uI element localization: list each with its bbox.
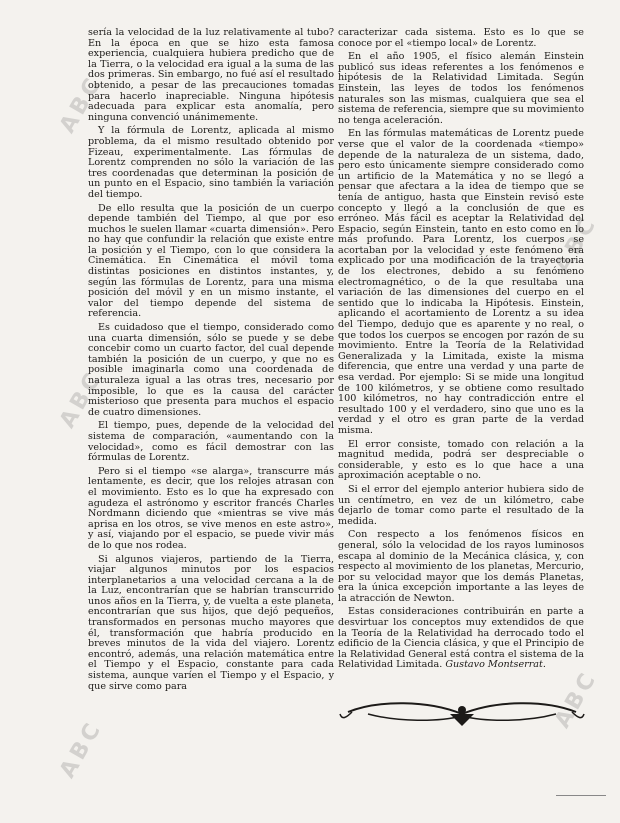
paragraph: Si algunos viajeros, partiendo de la Tierra, viajar algunos minutos por los espacios interplanetarios a una velocidad cercana a la de la Luz, encontrarían que se habrían transcurrido unos años en la Tierra, y, de vuelta a este planeta, encontrarían que sus hijos, que dejó pequeños, transformados en personas mucho mayores que él, transformación que habría producido en breves minutos de la vida del viajero. Lorentz encontró, además, una relación matemática entre el Tiempo y el Espacio, constante para cada sistema, aunque varíen el Tiempo y el Espacio, y que sirve como para [88,553,334,692]
paragraph: El error consiste, tomado con relación a la magnitud medida, podrá ser despreciable o considerable, y esto es lo que hace a una aproximación aceptable o no. [338,438,584,482]
paragraph: sería la velocidad de la luz relativamente al tubo? En la época en que se hizo esta famosa experiencia, cualquiera hubiera predicho que de la Tierra, o la velocidad era igual a la suma de las dos primeras. Sin embargo, no fué así el resultado obtenido, a pesar de las precauciones tomadas para hacerlo inapreciable. Ninguna hipótesis adecuada para explicar esta anomalía, pero ninguna convenció unánimemente. [88,27,334,123]
paragraph: caracterizar cada sistema. Esto es lo que se conoce por el «tiempo local» de Lorentz. [338,27,584,49]
left-column [88,28,334,695]
bottom-rule [556,795,606,796]
paragraph: En las fórmulas matemáticas de Lorentz puede verse que el valor de la coordenada «tiempo» depende de la naturaleza de un sistema, dado, pero esto únicamente siempre considerado como un artificio de la Matemática y no se llegó a pensar que afectara a la idea de tiempo que se tenía de antiguo, hasta que Einstein revisó este concepto y llegó a la conclusión de que es erróneo. Más fácil es aceptar la Relatividad del Espacio, según Einstein, tanto en esto como en lo más profundo. Para Lorentz, los cuerpos se acortaban por la velocidad y este fenómeno era explicado por una modificación de la trayectoria de los electrones, debido a su fenómeno electromagnético, o de la que resultaba una variación de las dimensiones del cuerpo en el sentido que lo indicaba la Hipótesis. Einstein, aplicando el acortamiento de Lorentz a su idea del Tiempo, dedujo que es aparente y no real, o que todos los cuerpos se encogen por razón de su movimiento. Entre la Teoría de la Relatividad Generalizada y la Limitada, existe la misma diferencia, que entre una verdad y una parte de esa verdad. Por ejemplo: Si se mide una longitud de 100 kilómetros, y se obtiene como resultado 100 kilómetros, no hay contradicción entre el resultado 100 y el verdadero, sino que uno es la verdad y el otro es gran parte de la verdad misma. [338,128,584,436]
paragraph: Con respecto a los fenómenos físicos en general, sólo la velocidad de los rayos luminosos escapa al dominio de la Mecánica clásica, y, con respecto al movimiento de los planetas, Mercurio, por su velocidad mayor que los demás Planetas, era la única excepción importante a las leyes de la atracción de Newton. [338,529,584,604]
watermark: ABC [55,71,108,138]
paragraph: Es cuidadoso que el tiempo, considerado como una cuarta dimensión, sólo se puede y se debe concebir como un cuarto factor, del cual depende también la posición de un cuerpo, y que no es posible imaginarla como una coordenada de naturaleza igual a las otras tres, necesario por imposible, lo que es la causa del carácter misterioso que presenta para muchos el espacio de cuatro dimensiones. [88,322,334,418]
paragraph: Y la fórmula de Lorentz, aplicada al mismo problema, da el mismo resultado obtenido por Fizeau, experimentalmente. Las fórmulas de Lorentz comprenden no sólo la variación de las tres coordenadas que determinan la posición de un punto en el Espacio, sino también la variación del tiempo. [88,125,334,200]
decorative-ornament-icon [338,690,586,740]
paragraph [338,607,584,671]
paragraph: Si el error del ejemplo anterior hubiera sido de un centímetro, en vez de un kilómetro, cabe dejarlo de tomar como parte el resultado de la medida. [338,483,584,527]
paragraph: De ello resulta que la posición de un cuerpo depende también del Tiempo, al que por eso muchos le suelen llamar «cuarta dimensión». Pero no hay que confundir la relación que existe entre la posición y el Tiempo, con lo que considera la Cinemática. En Cinemática el móvil toma distintas posiciones en distintos instantes, y, según las fórmulas de Lorentz, para una misma posición del móvil y en un mismo instante, el valor del tiempo depende del sistema de referencia. [88,202,334,320]
paragraph-text: Estas consideraciones contribuirán en parte a desvirtuar los conceptos muy extendidos de que la Teoría de la Relatividad ha derrocado todo el edificio de la Ciencia clásica, y que el Principio de la Relatividad General está contra el sistema de la Relatividad Limitada. [338,606,584,671]
paragraph: Pero si el tiempo «se alarga», transcurre más lentamente, es decir, que los relojes atrasan con el movimiento. Esto es lo que ha expresado con agudeza el astrónomo y escritor francés Charles Nordmann diciendo que «mientras se vive más aprisa en los otros, se vive menos en este astro», y así, viajando por el espacio, se puede vivir más de lo que nos rodea. [88,465,334,551]
author-signature: Gustavo Montserrat. [445,659,546,671]
paragraph: El tiempo, pues, depende de la velocidad del sistema de comparación, «aumentando con la velocidad», como es fácil demostrar con las fórmulas de Lorentz. [88,420,334,464]
watermark: ABC [55,366,108,433]
watermark: ABC [55,716,108,783]
paragraph: En el año 1905, el físico alemán Einstein publicó sus ideas referentes a los fenómenos e hipótesis de la Relatividad Limitada. Según Einstein, las leyes de todos los fenómenos naturales son las mismas, cualquiera que sea el sistema de referencia, siempre que su movimiento no tenga aceleración. [338,51,584,126]
watermark: ABC [550,666,603,733]
watermark: ABC [550,211,603,278]
right-column [338,28,584,674]
